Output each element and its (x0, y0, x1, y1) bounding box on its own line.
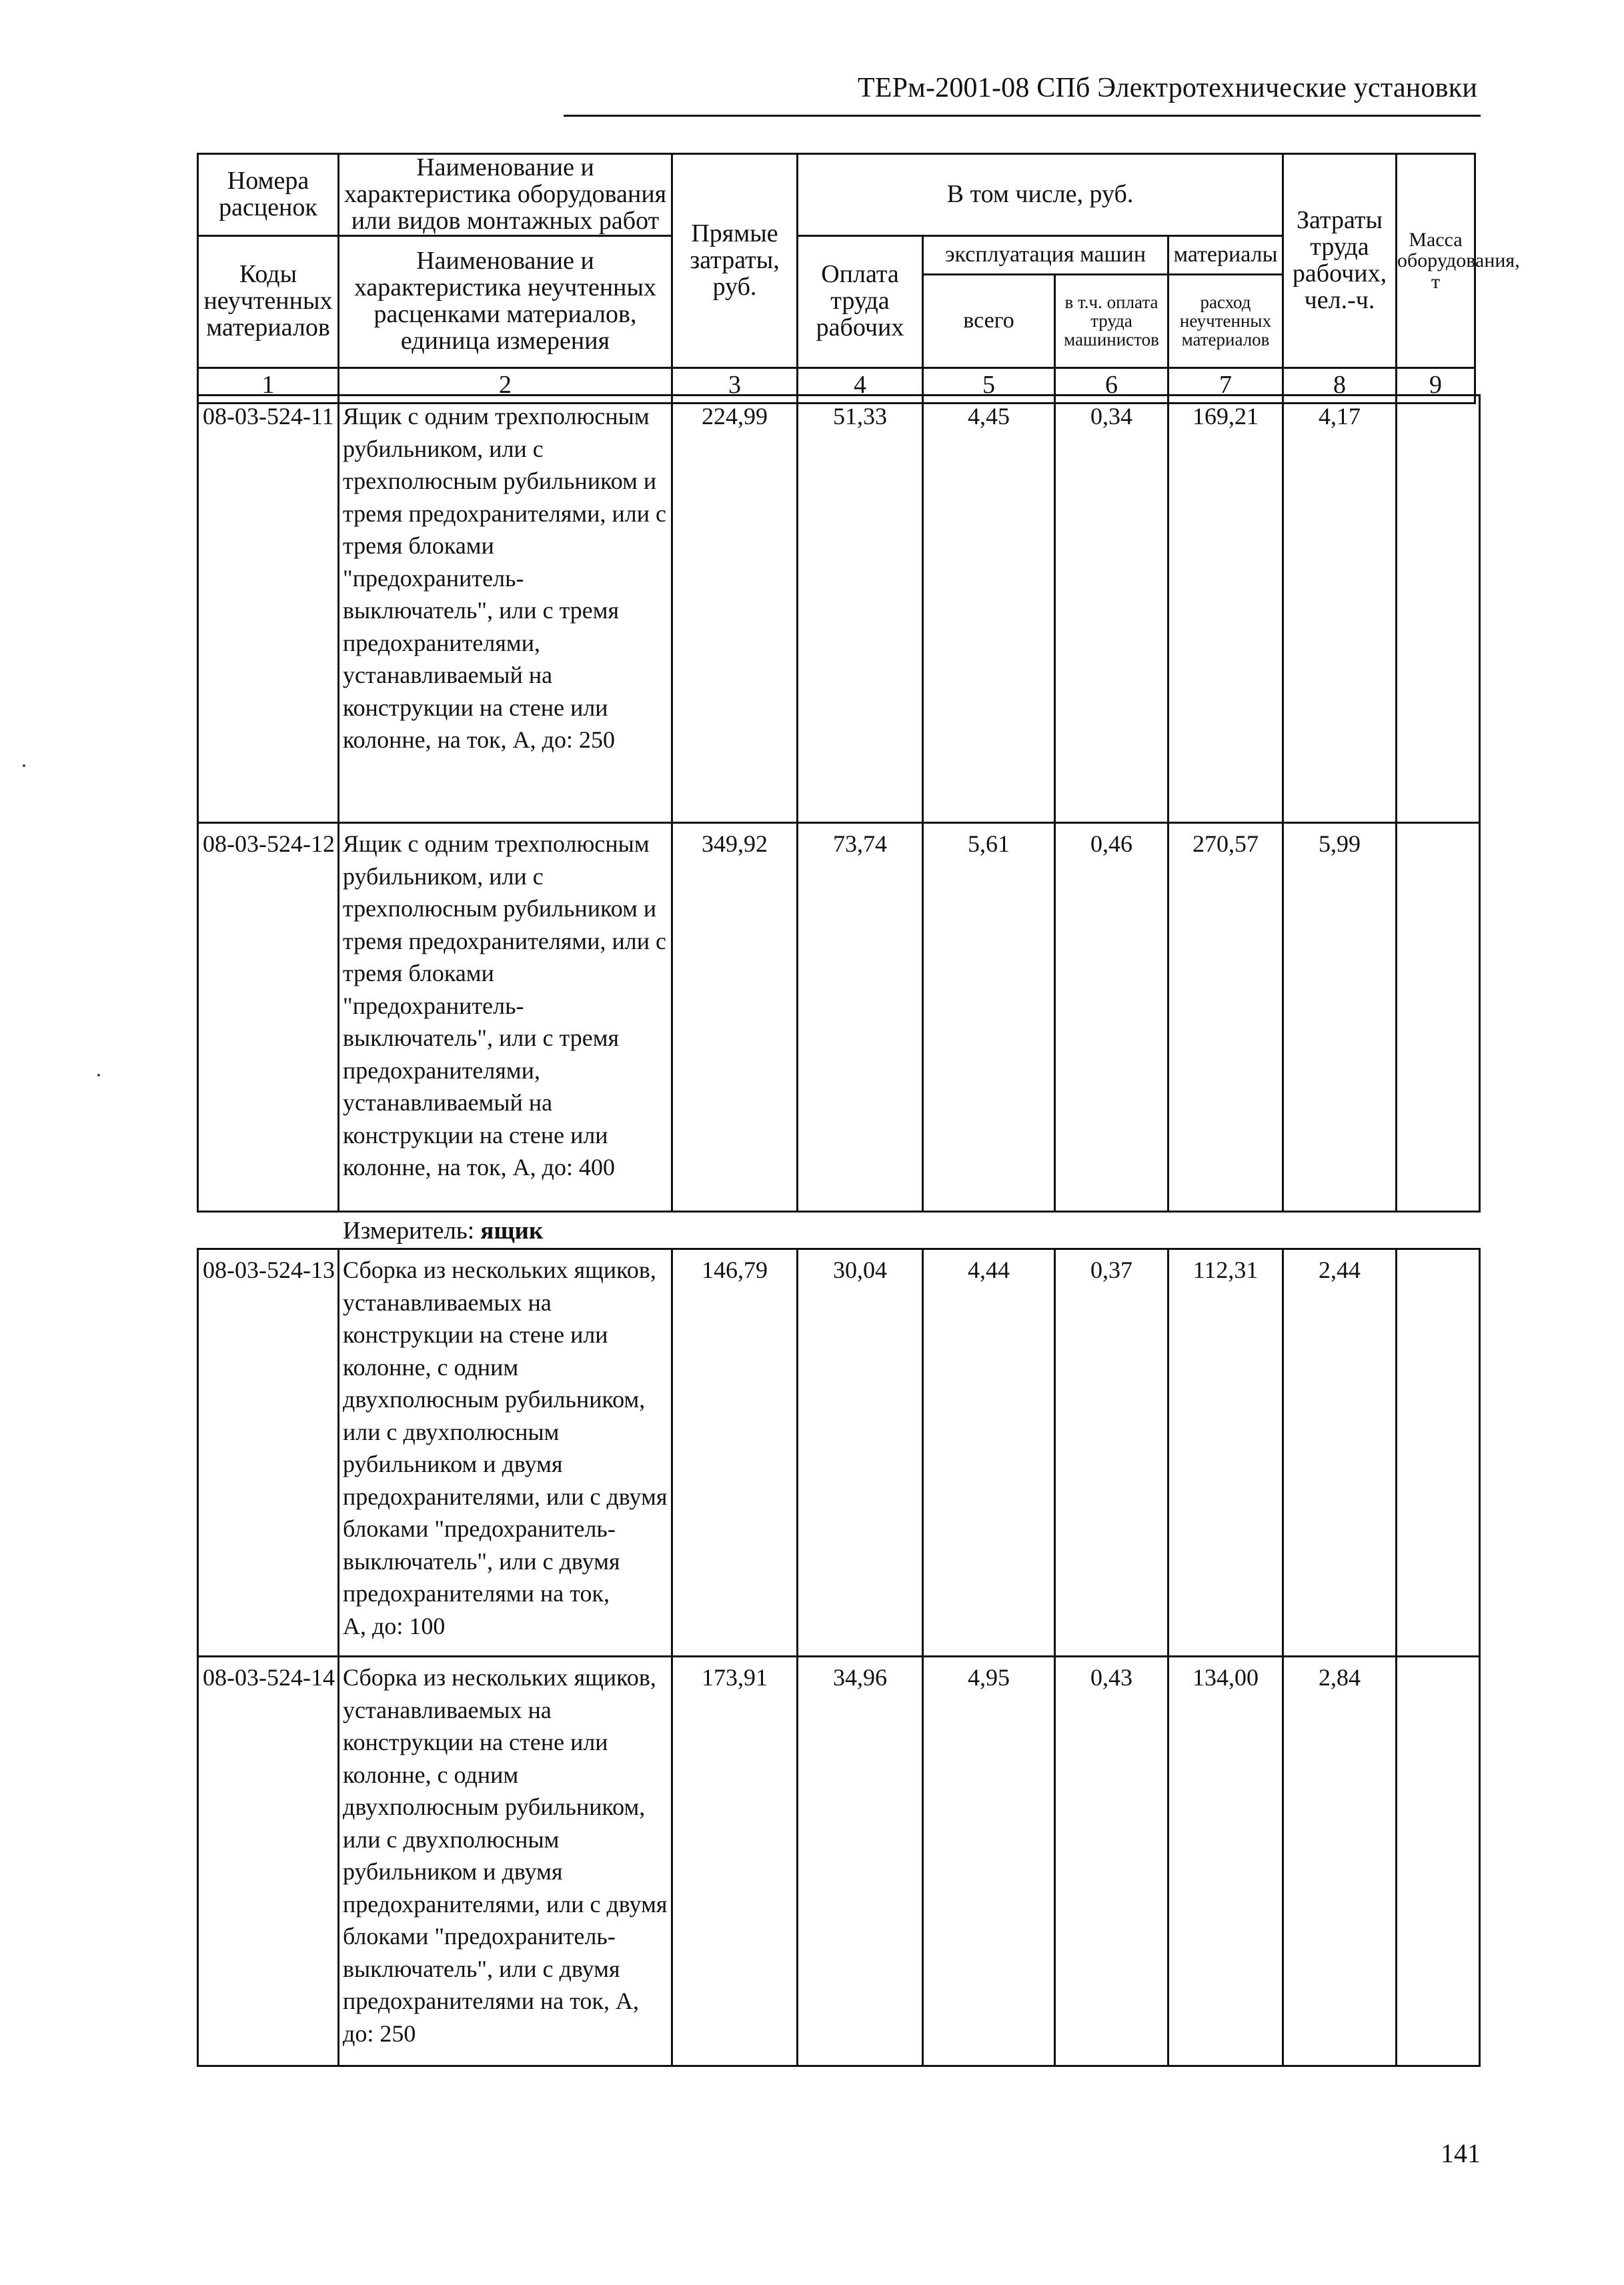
description-line: предохранителями на ток, (343, 1580, 610, 1607)
labor-pay: 30,04 (798, 1249, 923, 1657)
description-line: А, до: 100 (343, 1612, 446, 1639)
description-line: предохранителями, (343, 629, 540, 656)
table-row (198, 396, 1480, 823)
description-line: или с двухполюсным (343, 1418, 560, 1445)
column-number: 7 (1168, 367, 1283, 403)
machines-total: 4,95 (923, 1657, 1055, 2066)
description-line: выключатель", или с тремя (343, 597, 620, 624)
description-line: выключатель", или с двумя (343, 1955, 620, 1982)
direct-costs: 173,91 (672, 1657, 798, 2066)
measurer-unit: ящик (480, 1217, 544, 1245)
description-line: предохранителями, или с двумя (343, 1890, 668, 1918)
description-line: Сборка из нескольких ящиков, (343, 1257, 656, 1283)
labor-pay: 51,33 (798, 396, 923, 823)
direct-costs: 349,92 (672, 823, 798, 1212)
description-line: предохранителями, или с двумя (343, 1483, 668, 1510)
labor-pay: 73,74 (798, 823, 923, 1212)
description-line: устанавливаемых на (343, 1289, 552, 1316)
header-including: В том числе, руб. (798, 154, 1283, 236)
running-header: ТЕРм-2001-08 СПб Электротехнические установки (857, 73, 1477, 103)
header-labor-pay: Оплата труда рабочих (798, 235, 923, 367)
column-number: 9 (1397, 367, 1475, 403)
description-line: конструкции на стене или (343, 1121, 608, 1149)
header-machines: эксплуатация машин (923, 235, 1168, 274)
column-number: 1 (198, 367, 339, 403)
column-number: 5 (923, 367, 1055, 403)
description-line: блоками "предохранитель- (343, 1515, 616, 1542)
machines-total: 5,61 (923, 823, 1055, 1212)
description-line: колонне, с одним (343, 1353, 519, 1381)
direct-costs: 146,79 (672, 1249, 798, 1657)
column-number: 6 (1055, 367, 1168, 403)
description-line: двухполюсным рубильником, (343, 1793, 646, 1820)
equipment-mass (1397, 823, 1480, 1212)
header-machines-total: всего (923, 274, 1055, 367)
rate-description (339, 1657, 672, 2066)
materials-cost: 134,00 (1168, 1657, 1283, 2066)
equipment-mass (1397, 396, 1480, 823)
machinist-pay: 0,37 (1055, 1249, 1168, 1657)
table-row (198, 1657, 1480, 2066)
description-line: конструкции на стене или (343, 1321, 608, 1348)
description-line: выключатель", или с двумя (343, 1547, 620, 1575)
description-line: тремя блоками (343, 532, 494, 559)
header-rate-numbers: Номера расценок (198, 154, 339, 236)
description-line: устанавливаемый на (343, 662, 553, 688)
header-work-name: Наименование и характеристика оборудования или видов монтажных работ (339, 154, 672, 236)
description-line: рубильником и двумя (343, 1451, 563, 1477)
equipment-mass (1397, 1249, 1480, 1657)
description-line: предохранителями, (343, 1056, 540, 1084)
column-number: 2 (339, 367, 672, 403)
header-direct-costs: Прямые затраты, руб. (672, 154, 798, 368)
description-line: предохранителями на ток, А, (343, 1988, 639, 2014)
column-number: 3 (672, 367, 798, 403)
description-line: тремя блоками (343, 960, 494, 986)
rate-description (339, 823, 672, 1212)
machines-total: 4,45 (923, 396, 1055, 823)
description-line: трехполюсным рубильником и (343, 895, 657, 922)
description-line: "предохранитель- (343, 992, 524, 1019)
description-line: Ящик с одним трехполюсным (343, 403, 650, 430)
rate-code: 08-03-524-14 (198, 1657, 339, 2066)
description-line: трехполюсным рубильником и (343, 468, 657, 494)
rate-code: 08-03-524-11 (198, 396, 339, 823)
rate-description (339, 396, 672, 823)
header-materials: материалы (1168, 235, 1283, 274)
machinist-pay: 0,46 (1055, 823, 1168, 1212)
materials-cost: 112,31 (1168, 1249, 1283, 1657)
labor-pay: 34,96 (798, 1657, 923, 2066)
header-material-names: Наименование и характеристика неучтенных расценками материалов, единица измерения (339, 235, 672, 367)
measurer-label: Измеритель: (343, 1217, 475, 1245)
description-line: тремя предохранителями, или с (343, 927, 666, 954)
description-line: Ящик с одним трехполюсным (343, 830, 650, 857)
header-machinist-pay: в т.ч. оплата труда машинистов (1055, 274, 1168, 367)
description-line: до: 250 (343, 2020, 416, 2047)
description-line: выключатель", или с тремя (343, 1024, 620, 1051)
description-line: или с двухполюсным (343, 1825, 560, 1853)
rates-table-part-1 (197, 394, 1481, 1213)
scan-speck (97, 1074, 100, 1076)
labor-hours: 2,84 (1283, 1657, 1397, 2066)
equipment-mass (1397, 1657, 1480, 2066)
machines-total: 4,44 (923, 1249, 1055, 1657)
description-line: колонне, на ток, А, до: 400 (343, 1154, 615, 1181)
scan-speck (23, 764, 25, 767)
description-line: устанавливаемых на (343, 1696, 552, 1723)
table-row (198, 823, 1480, 1212)
rates-table-part-2 (197, 1248, 1481, 2067)
description-line: конструкции на стене или (343, 694, 608, 721)
labor-hours: 5,99 (1283, 823, 1397, 1212)
rate-code: 08-03-524-13 (198, 1249, 339, 1657)
description-line: конструкции на стене или (343, 1729, 608, 1755)
description-line: рубильником и двумя (343, 1858, 563, 1885)
labor-hours: 2,44 (1283, 1249, 1397, 1657)
description-line: "предохранитель- (343, 564, 524, 592)
header-rule (564, 115, 1481, 117)
machinist-pay: 0,34 (1055, 396, 1168, 823)
column-number: 8 (1283, 367, 1397, 403)
rate-code: 08-03-524-12 (198, 823, 339, 1212)
header-labor-hours: Затраты труда рабочих, чел.-ч. (1283, 154, 1397, 368)
machinist-pay: 0,43 (1055, 1657, 1168, 2066)
description-line: устанавливаемый на (343, 1089, 553, 1116)
header-unaccounted-materials: расход неучтенных материалов (1168, 274, 1283, 367)
column-header-table (197, 153, 1520, 404)
header-material-codes: Коды неучтенных материалов (198, 235, 339, 367)
description-line: колонне, на ток, А, до: 250 (343, 726, 615, 753)
rate-description (339, 1249, 672, 1657)
labor-hours: 4,17 (1283, 396, 1397, 823)
description-line: рубильником, или с (343, 862, 544, 890)
description-line: Сборка из нескольких ящиков, (343, 1664, 656, 1691)
header-mass: Масса оборудования, т (1397, 154, 1475, 368)
direct-costs: 224,99 (672, 396, 798, 823)
measurer-line (343, 1217, 543, 1245)
table-row (198, 1249, 1480, 1657)
description-line: двухполюсным рубильником, (343, 1386, 646, 1413)
column-number: 4 (798, 367, 923, 403)
description-line: блоками "предохранитель- (343, 1923, 616, 1950)
materials-cost: 270,57 (1168, 823, 1283, 1212)
page-number: 141 (1441, 2138, 1481, 2168)
description-line: рубильником, или с (343, 435, 544, 462)
description-line: колонне, с одним (343, 1761, 519, 1788)
description-line: тремя предохранителями, или с (343, 500, 666, 527)
materials-cost: 169,21 (1168, 396, 1283, 823)
